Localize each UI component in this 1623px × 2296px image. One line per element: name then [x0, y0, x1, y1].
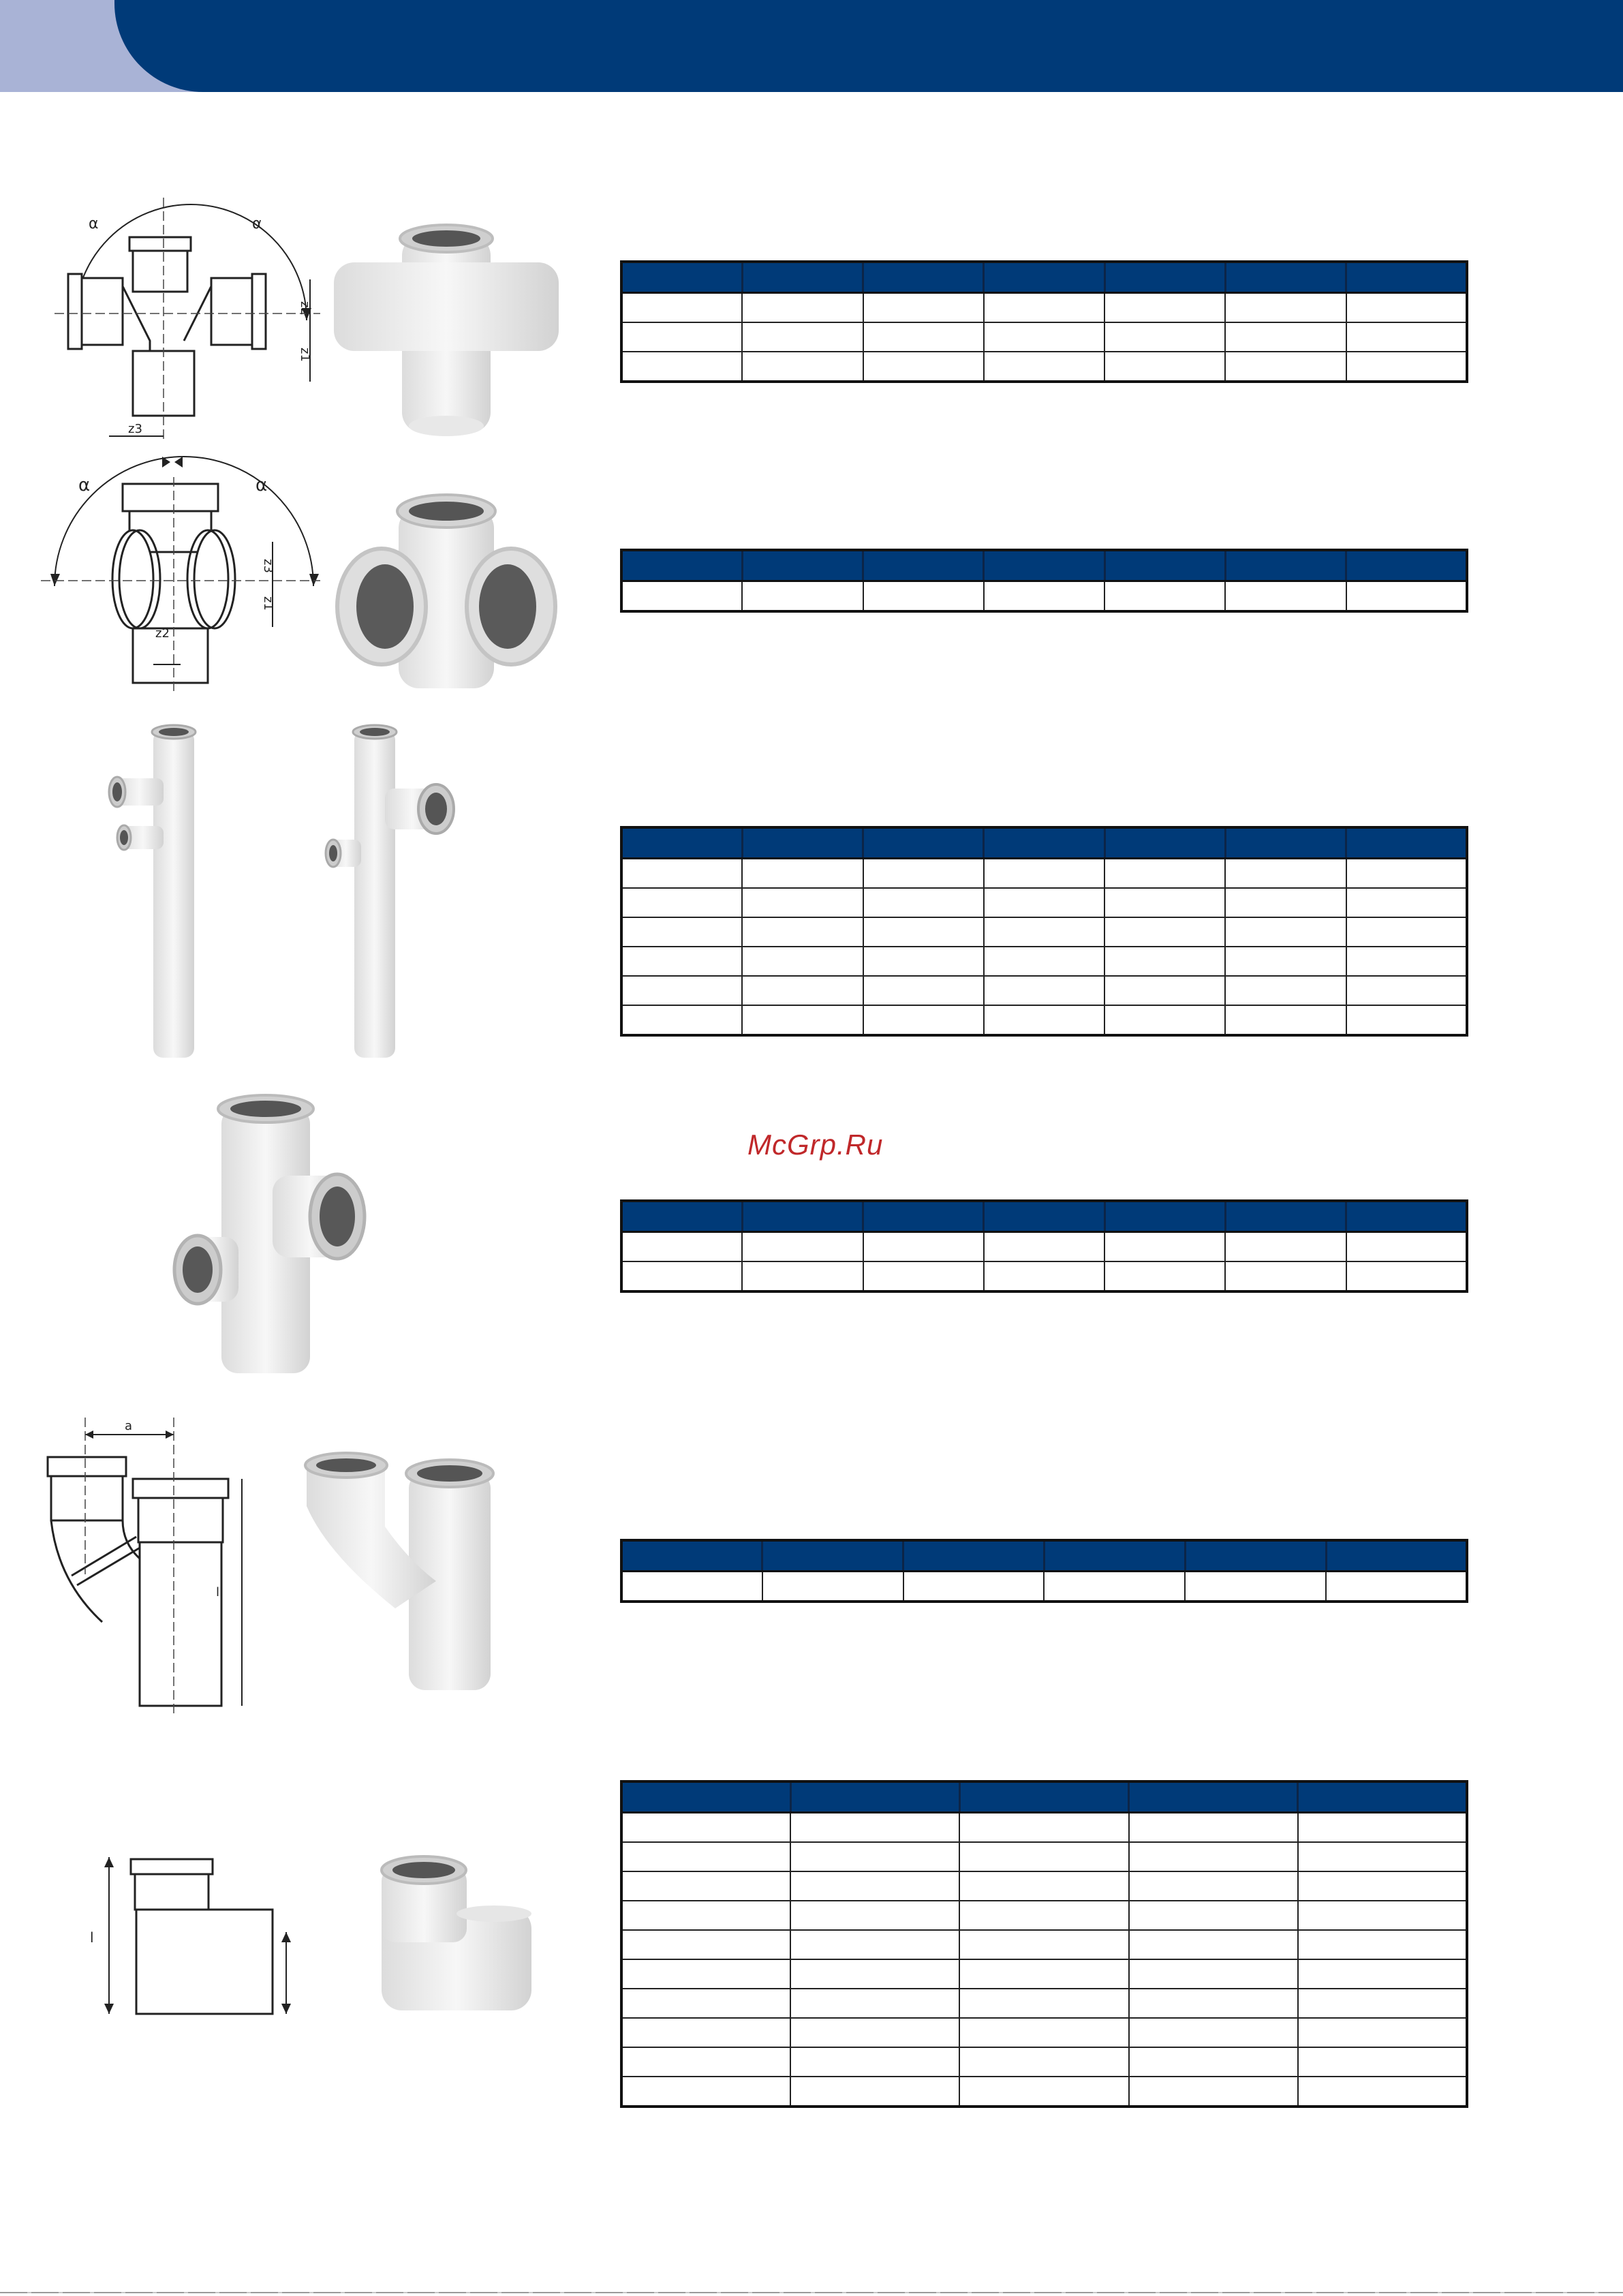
table-header-row [621, 1781, 1467, 1813]
long-branch-photo-right [324, 724, 467, 1065]
dimension-z1-label: z1 [261, 596, 275, 611]
reducer-drawing [82, 1847, 313, 2024]
table-row [621, 581, 1467, 612]
double-branch-tee-photo [170, 1094, 368, 1380]
table-row [621, 888, 1467, 917]
table-row [621, 1842, 1467, 1871]
table-header-row [621, 550, 1467, 581]
dimension-z2-label: z2 [155, 626, 170, 641]
table-row [621, 947, 1467, 976]
table-header-row [621, 827, 1467, 859]
table-row [621, 2077, 1467, 2107]
angle-alpha-left: α [89, 215, 99, 232]
corner-branch-photo [334, 487, 559, 692]
table-row [621, 1572, 1467, 1602]
table-row [621, 1871, 1467, 1901]
table-row [621, 1261, 1467, 1291]
angle-alpha-left: α [78, 475, 91, 495]
table-row [621, 1959, 1467, 1989]
table-row [621, 976, 1467, 1005]
cross-fitting-photo [327, 221, 559, 440]
table-row [621, 917, 1467, 947]
table-row [621, 293, 1467, 323]
table-header-row [621, 262, 1467, 293]
cross-fitting-drawing [48, 191, 334, 450]
watermark: McGrp.Ru [747, 1129, 884, 1161]
long-branch-photo-left [102, 724, 204, 1065]
angle-alpha-right: α [256, 475, 268, 495]
spec-table-6 [620, 1780, 1468, 2108]
table-row [621, 1930, 1467, 1959]
dimension-a-label: a [125, 1419, 133, 1433]
corner-branch-drawing [41, 450, 327, 695]
spec-table-4 [620, 1199, 1468, 1293]
dimension-l-label: l [90, 1929, 94, 1946]
angle-alpha-right: α [252, 215, 262, 232]
footer-divider [0, 2292, 1623, 2293]
table-row [621, 352, 1467, 382]
table-row [621, 1813, 1467, 1843]
dimension-z1-label: z1 [298, 348, 312, 362]
parallel-branch-drawing [37, 1418, 256, 1724]
spec-table-5 [620, 1539, 1468, 1603]
table-row [621, 322, 1467, 352]
spec-table-3 [620, 826, 1468, 1037]
table-row [621, 1989, 1467, 2018]
dimension-z3-label: z3 [128, 422, 142, 436]
header-tab [0, 0, 1623, 92]
table-row [621, 1005, 1467, 1035]
spec-table-2 [620, 549, 1468, 613]
table-row [621, 2047, 1467, 2077]
reducer-photo [375, 1854, 538, 2017]
dimension-z2-label: z2 [298, 301, 312, 316]
table-row [621, 1901, 1467, 1930]
table-row [621, 859, 1467, 889]
header-bar [114, 0, 1623, 92]
dimension-l-label: l [216, 1585, 220, 1599]
parallel-branch-photo [300, 1452, 504, 1697]
table-row [621, 2018, 1467, 2047]
spec-table-1 [620, 260, 1468, 383]
table-header-row [621, 1201, 1467, 1232]
table-header-row [621, 1540, 1467, 1572]
dimension-z3-label: z3 [261, 559, 275, 573]
table-row [621, 1232, 1467, 1262]
